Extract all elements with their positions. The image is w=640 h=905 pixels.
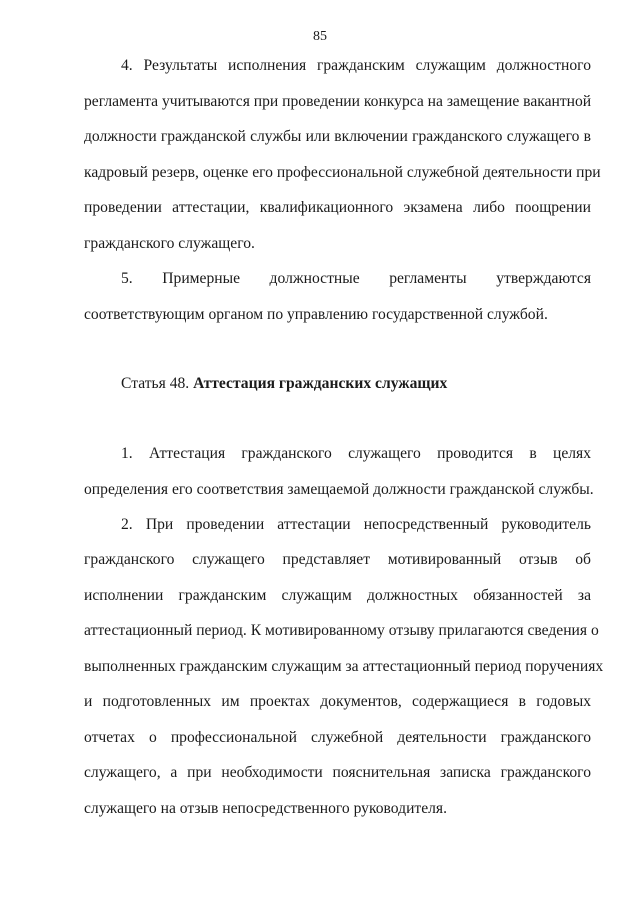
art-para2-line-7: отчетах о профессиональной служебной деятельности гражданского — [84, 729, 591, 746]
art-para2-line-9: служащего на отзыв непосредственного руководителя. — [84, 800, 448, 817]
para4-line-4: кадровый резерв, оценке его профессиональной служебной деятельности при — [84, 164, 601, 181]
art-para2-line-8: служащего, а при необходимости пояснительная записка гражданского — [84, 764, 591, 781]
para4-line-6: гражданского служащего. — [84, 235, 255, 252]
art-para2-line-1: 2. При проведении аттестации непосредственный руководитель — [121, 516, 591, 533]
article-heading — [121, 374, 447, 394]
art-para2-line-5: выполненных гражданским служащим за аттестационный период поручениях — [84, 658, 604, 675]
article-title: Аттестация гражданских служащих — [193, 375, 448, 392]
art-para1-line-1: 1. Аттестация гражданского служащего проводится в целях — [121, 445, 591, 462]
art-para2-line-4: аттестационный период. К мотивированному отзыву прилагаются сведения о — [84, 622, 599, 639]
art-para1-line-2: определения его соответствия замещаемой должности гражданской службы. — [84, 481, 594, 498]
para4-line-1: 4. Результаты исполнения гражданским служащим должностного — [121, 57, 591, 74]
para4-line-5: проведении аттестации, квалификационного экзамена либо поощрении — [84, 199, 591, 216]
para4-line-3: должности гражданской службы или включении гражданского служащего в — [84, 128, 591, 145]
para5-line-2: соответствующим органом по управлению государственной службой. — [84, 306, 548, 323]
article-prefix: Статья 48. — [121, 375, 190, 392]
para5-line-1: 5. Примерные должностные регламенты утверждаются — [121, 270, 591, 287]
art-para2-line-3: исполнении гражданским служащим должностных обязанностей за — [84, 587, 591, 604]
para4-line-2: регламента учитываются при проведении конкурса на замещение вакантной — [84, 93, 592, 110]
art-para2-line-6: и подготовленных им проектах документов, содержащиеся в годовых — [84, 693, 591, 710]
page-number: 85 — [313, 29, 327, 44]
art-para2-line-2: гражданского служащего представляет мотивированный отзыв об — [84, 551, 591, 568]
